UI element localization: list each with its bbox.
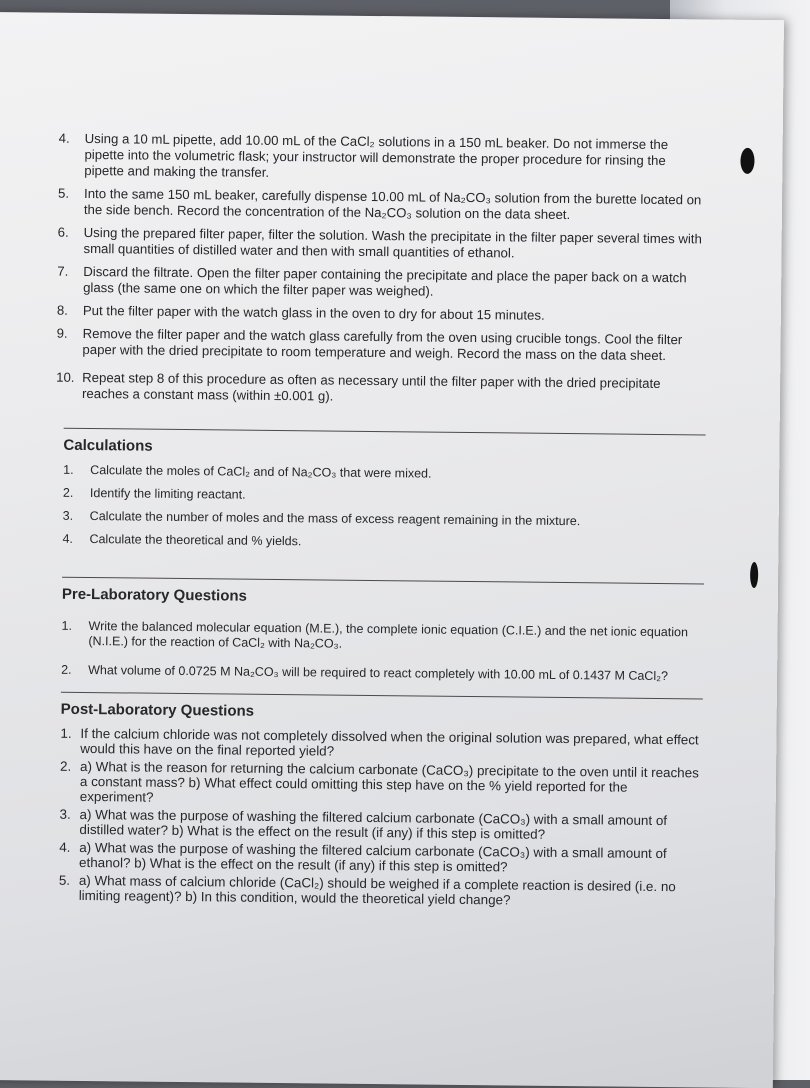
step-number: 4.: [58, 130, 70, 146]
section-divider: [61, 692, 703, 700]
item-text: Calculate the moles of CaCl₂ and of Na₂CO₃ that were mixed.: [90, 463, 432, 481]
procedure-step: [57, 303, 707, 326]
step-text: Discard the filtrate. Open the filter paper containing the precipitate and place the paper back on a watch glass (the same one on which the filter paper was weighed).: [83, 263, 687, 299]
item-number: 1.: [63, 462, 74, 477]
binder-hole: [740, 148, 754, 174]
procedure-step: [56, 370, 706, 409]
item-text: a) What is the reason for returning the calcium carbonate (CaCO₃) precipitate to the oven until it reaches a constant mass? b) What effect could omitting this step have on the % yield reported for the experiment?: [79, 758, 699, 805]
list-item: [63, 508, 705, 531]
item-text: If the calcium chloride was not completely dissolved when the original solution was prepared, what effect would this have on the final reported yield?: [80, 725, 699, 759]
step-number: 6.: [57, 224, 69, 240]
section-divider: [62, 577, 704, 585]
procedure-step: [58, 131, 708, 186]
binder-hole: [750, 562, 758, 588]
item-text: Write the balanced molecular equation (M.E.), the complete ionic equation (C.I.E.) and the net ionic equation (N.I.E.) for the reaction of CaCl₂ with Na₂CO₃.: [88, 619, 689, 651]
post-lab-heading: Post-Laboratory Questions: [60, 700, 255, 720]
item-text: a) What was the purpose of washing the filtered calcium carbonate (CaCO₃) with a small amount of ethanol? b) What is the effect on the result (if any) if this step is omitted?: [79, 839, 667, 875]
item-number: 4.: [62, 531, 73, 546]
step-text: Put the filter paper with the watch glass in the oven to dry for about 15 minutes.: [82, 302, 545, 323]
page-content: [51, 131, 709, 913]
calculations-heading: Calculations: [63, 436, 153, 455]
section-divider: [64, 428, 706, 436]
document-page: [0, 12, 784, 1088]
procedure-steps: [56, 131, 709, 409]
item-text: a) What was the purpose of washing the filtered calcium carbonate (CaCO₃) with a small amount of distilled water? b) What is the effect on the result (if any) if this step is omitted?: [79, 806, 668, 842]
step-text: Repeat step 8 of this procedure as often as necessary until the filter paper with the dried precipitate reaches a constant mass (within ±0.001 g).: [81, 369, 661, 404]
item-text: a) What mass of calcium chloride (CaCl₂) should be weighed if a complete reaction is desired (i.e. no limiting reagent)? b) In this condition, would the theoretical yield change?: [78, 872, 676, 908]
step-number: 7.: [57, 263, 69, 279]
item-number: 3.: [59, 806, 71, 822]
list-item: [59, 807, 701, 844]
item-number: 2.: [60, 758, 72, 774]
item-text: Calculate the theoretical and % yields.: [89, 532, 302, 549]
list-item: [61, 663, 703, 685]
list-item: [63, 462, 705, 485]
item-number: 1.: [60, 725, 72, 741]
step-text: Using a 10 mL pipette, add 10.00 mL of the CaCl₂ solutions in a 150 mL beaker. Do not immerse the pipette into the volumetric flask; your instructor will demonstrate the proper procedure for rinsing the pipette and making the transfer.: [84, 130, 669, 180]
step-number: 8.: [56, 302, 68, 318]
item-number: 2.: [61, 662, 72, 677]
procedure-step: [57, 225, 707, 264]
step-number: 5.: [58, 185, 70, 201]
step-number: 10.: [56, 369, 75, 385]
item-number: 3.: [62, 508, 74, 523]
calculations-list: [62, 462, 705, 554]
pre-lab-list: [61, 619, 704, 685]
step-text: Remove the filter paper and the watch glass carefully from the oven using crucible tongs. Cool the filter paper with the dried precipitate to room temperature and weigh. Record the mass on the data sheet.: [82, 325, 683, 364]
item-number: 1.: [61, 618, 73, 633]
step-text: Using the prepared filter paper, filter the solution. Wash the precipitate in the filter paper several times with small quantities of distilled water and then with small quantities of ethanol.: [83, 224, 702, 261]
list-item: [59, 840, 701, 877]
pre-lab-heading: Pre-Laboratory Questions: [61, 585, 248, 605]
list-item: [61, 619, 703, 656]
list-item: [63, 485, 705, 508]
list-item: [62, 531, 704, 554]
list-item: [60, 759, 702, 811]
procedure-step: [56, 326, 706, 365]
list-item: [60, 726, 702, 763]
step-number: 9.: [56, 325, 68, 341]
step-text: Into the same 150 mL beaker, carefully dispense 10.00 mL of Na₂CO₃ solution from the burette located on the side bench. Record the concentration of the Na₂CO₃ solution on the data sheet.: [83, 185, 702, 223]
item-number: 2.: [62, 485, 74, 500]
post-lab-list: [59, 726, 703, 910]
item-number: 4.: [59, 839, 71, 855]
procedure-step: [57, 264, 707, 303]
item-text: Identify the limiting reactant.: [89, 486, 246, 502]
item-text: Calculate the number of moles and the mass of excess reagent remaining in the mixture.: [89, 509, 581, 529]
item-number: 5.: [58, 872, 71, 888]
procedure-step: [58, 186, 708, 225]
item-text: What volume of 0.0725 M Na₂CO₃ will be required to react completely with 10.00 mL of 0.1437 M CaCl₂?: [88, 663, 669, 684]
list-item: [59, 873, 701, 910]
